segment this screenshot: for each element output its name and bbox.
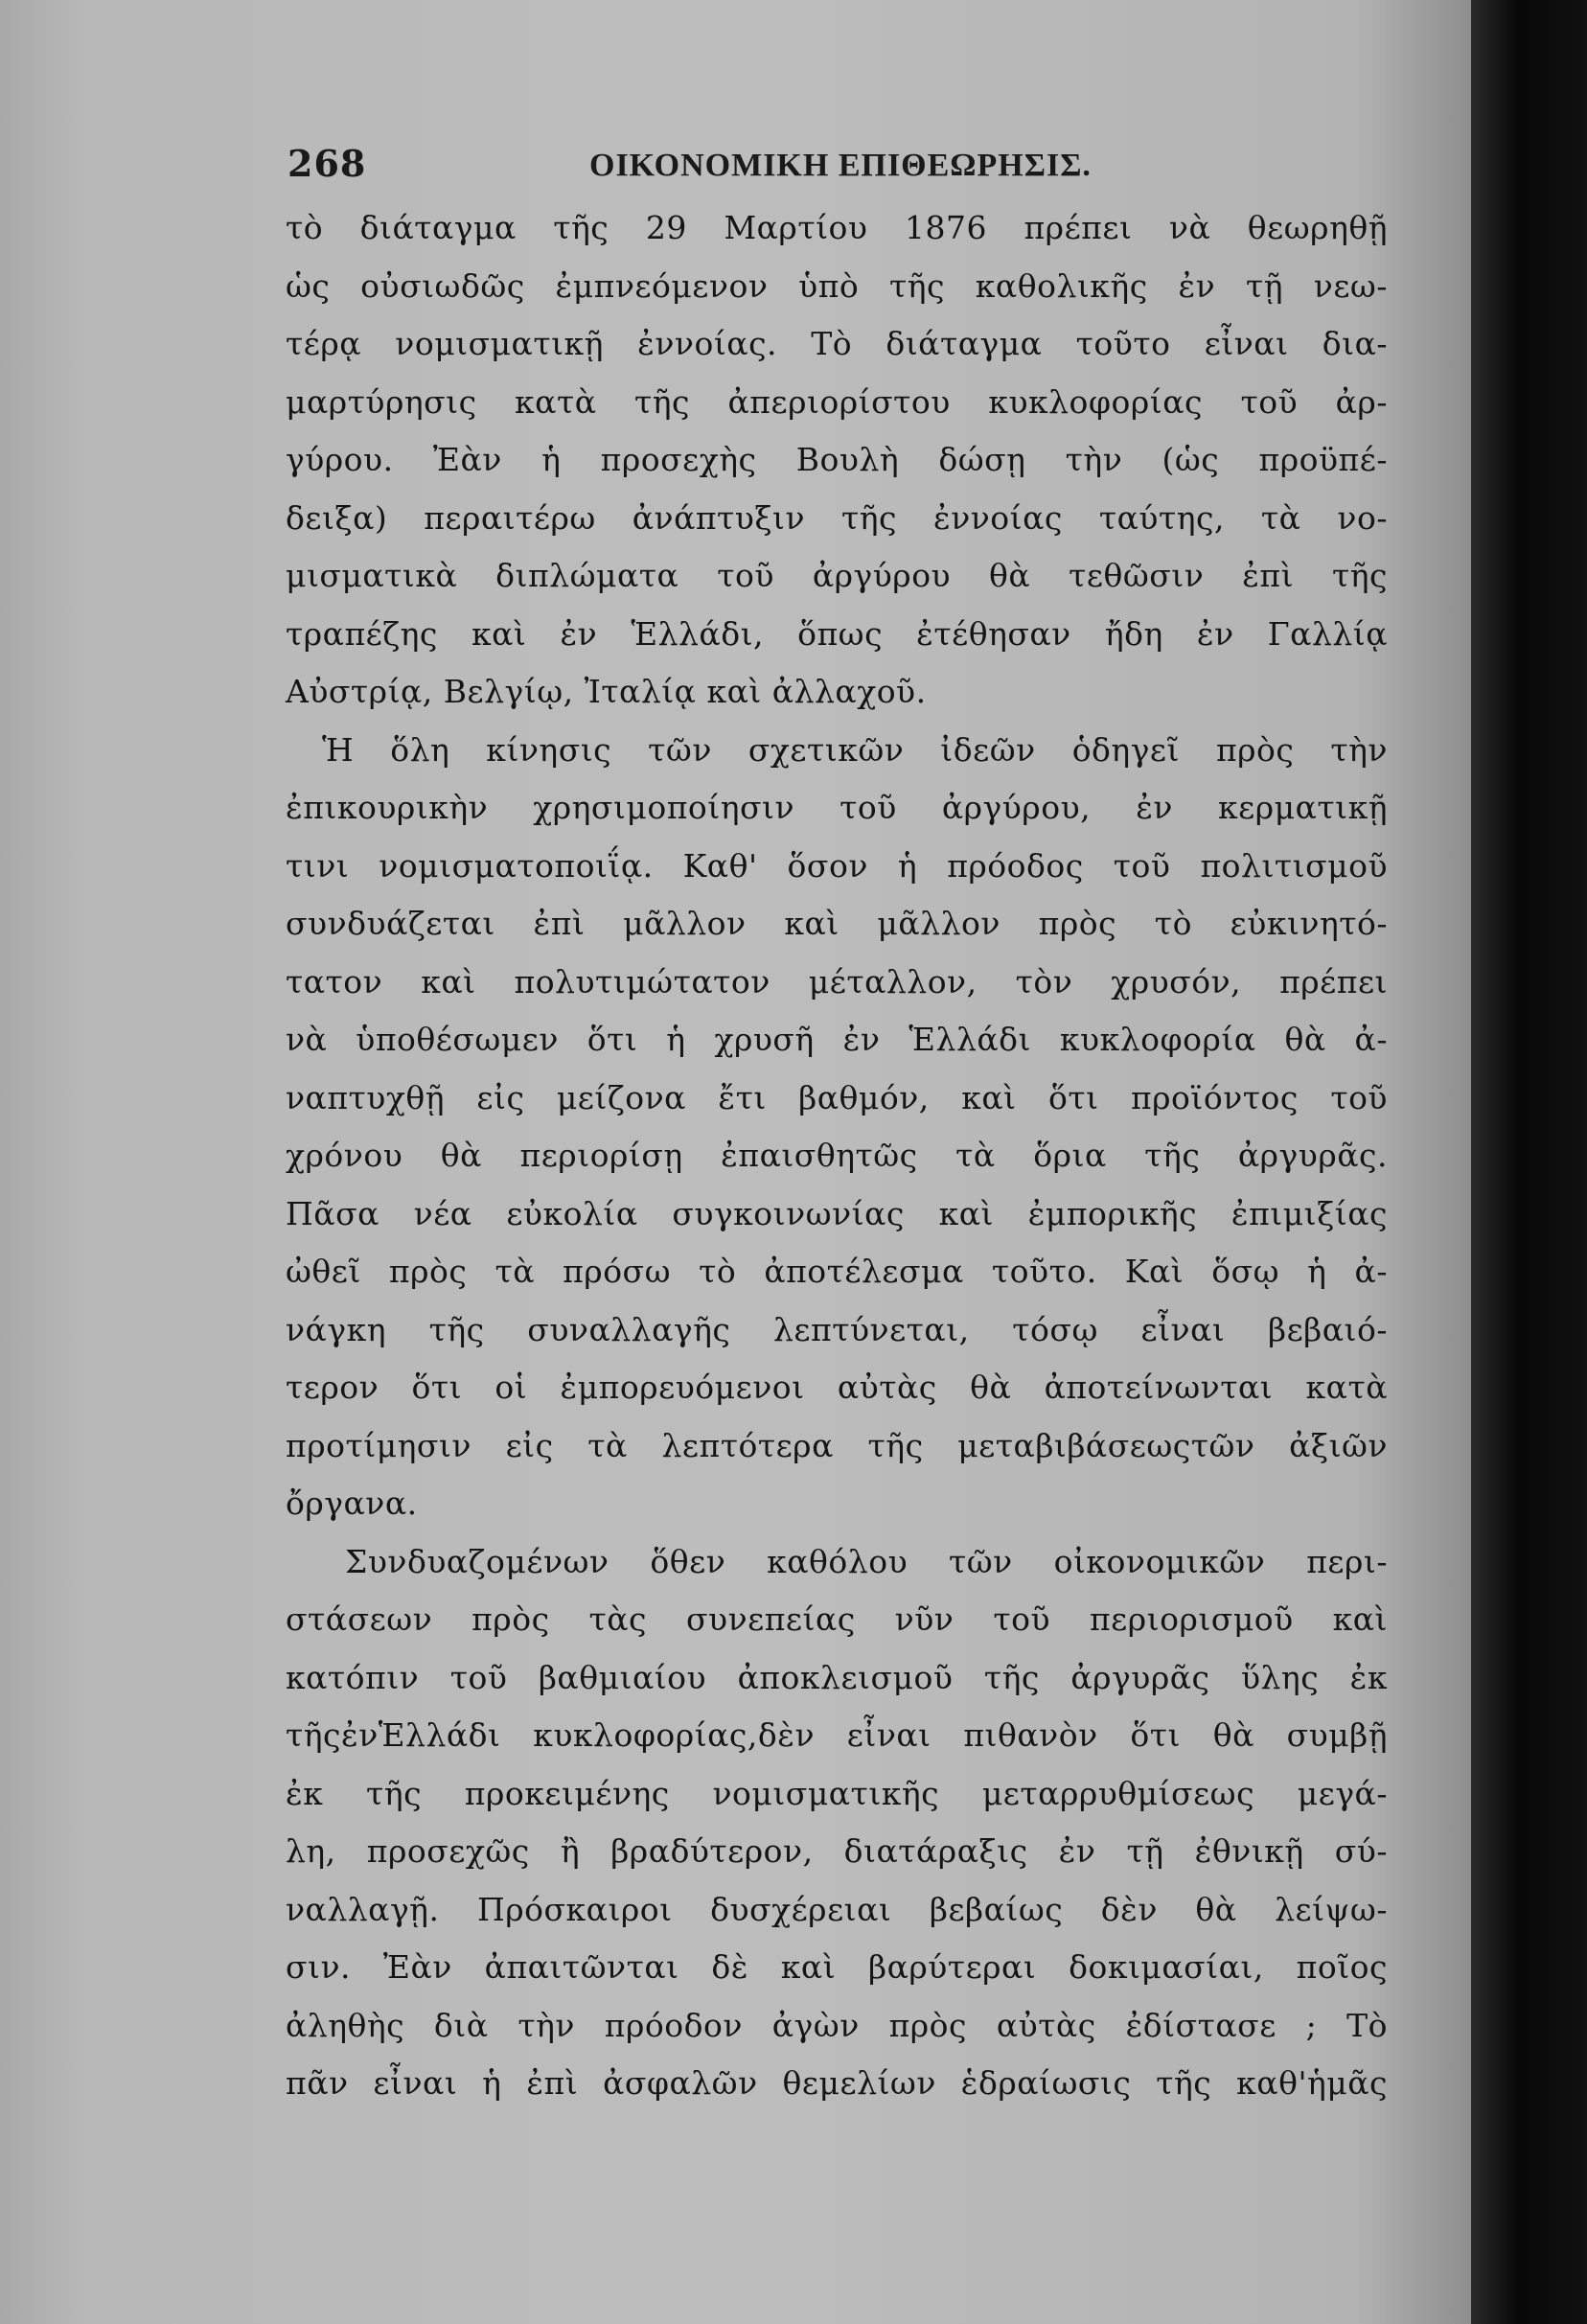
text-line: τῆςἐνἙλλάδι κυκλοφορίας,δὲν εἶναι πιθανὸν ὅτι θὰ συμβῇ [286,1716,1388,1754]
text-line: συνδυάζεται ἐπὶ μᾶλλον καὶ μᾶλλον πρὸς τὸ εὐκινητό- [286,905,1388,942]
body-text [286,199,1388,2113]
paragraph-3 [286,1533,1388,2113]
page-edge-shadow [1471,0,1587,2324]
text-line: Αὐστρίᾳ, Βελγίῳ, Ἰταλίᾳ καὶ ἀλλαχοῦ. [286,673,927,710]
paragraph-1 [286,199,1388,722]
text-line: λη, προσεχῶς ἢ βραδύτερον, διατάραξις ἐν τῇ ἐθνικῇ σύ- [286,1832,1388,1870]
text-line: ὠθεῖ πρὸς τὰ πρόσω τὸ ἀποτέλεσμα τοῦτο. Καὶ ὅσῳ ἡ ἀ- [286,1253,1388,1290]
text-line: Συνδυαζομένων ὅθεν καθόλου τῶν οἰκονομικῶν περι- [345,1542,1388,1580]
text-line: ἐκ τῆς προκειμένης νομισματικῆς μεταρρυθμίσεως μεγά- [286,1774,1388,1812]
text-line: δειξα) περαιτέρω ἀνάπτυξιν τῆς ἐννοίας ταύτης, τὰ νο- [286,498,1388,537]
text-line: μισματικὰ διπλώματα τοῦ ἀργύρου θὰ τεθῶσιν ἐπὶ τῆς [286,557,1388,594]
text-line: ὡς οὐσιωδῶς ἐμπνεόμενον ὑπὸ τῆς καθολικῆς ἐν τῇ νεω- [286,266,1388,305]
text-line: ναπτυχθῇ εἰς μείζονα ἔτι βαθμόν, καὶ ὅτι προϊόντος τοῦ [286,1078,1388,1116]
paragraph-2 [286,722,1388,1533]
text-line: προτίμησιν εἰς τὰ λεπτότερα τῆς μεταβιβάσεωςτῶν ἀξιῶν [286,1426,1388,1464]
text-line: μαρτύρησις κατὰ τῆς ἀπεριορίστου κυκλοφορίας τοῦ ἀρ- [286,382,1388,421]
text-line: στάσεων πρὸς τὰς συνεπείας νῦν τοῦ περιορισμοῦ καὶ [286,1600,1388,1638]
text-line: σιν. Ἐὰν ἀπαιτῶνται δὲ καὶ βαρύτεραι δοκιμασίαι, ποῖος [286,1948,1388,1986]
page-header [288,142,1399,199]
text-line: χρόνου θὰ περιορίσῃ ἐπαισθητῶς τὰ ὅρια τῆς ἀργυρᾶς. [286,1137,1388,1174]
text-line: νὰ ὑποθέσωμεν ὅτι ἡ χρυσῆ ἐν Ἑλλάδι κυκλοφορία θὰ ἀ- [286,1021,1388,1058]
text-line: τινι νομισματοποιΐᾳ. Καθ' ὅσον ἡ πρόοδος τοῦ πολιτισμοῦ [286,846,1388,885]
text-line: τραπέζης καὶ ἐν Ἑλλάδι, ὅπως ἐτέθησαν ἤδη ἐν Γαλλίᾳ [286,614,1388,653]
text-line: ἐπικουρικὴν χρησιμοποίησιν τοῦ ἀργύρου, ἐν κερματικῇ [286,789,1388,826]
text-line: γύρου. Ἐὰν ἡ προσεχὴς Βουλὴ δώσῃ τὴν (ὡς προϋπέ- [286,441,1388,478]
text-line: Ἡ ὅλη κίνησις τῶν σχετικῶν ἰδεῶν ὁδηγεῖ πρὸς τὴν [322,730,1388,769]
text-line: ναλλαγῇ. Πρόσκαιροι δυσχέρειαι βεβαίως δὲν θὰ λείψω- [286,1890,1388,1928]
running-head: ΟΙΚΟΝΟΜΙΚΗ ΕΠΙΘΕΩΡΗΣΙΣ. [589,148,1092,183]
text-line: τέρᾳ νομισματικῇ ἐννοίας. Τὸ διάταγμα τοῦτο εἶναι δια- [286,325,1388,362]
text-line: ἀληθὴς διὰ τὴν πρόοδον ἀγὼν πρὸς αὐτὰς ἐδίστασε ; Τὸ [286,2006,1388,2044]
text-line: κατόπιν τοῦ βαθμιαίου ἀποκλεισμοῦ τῆς ἀργυρᾶς ὕλης ἐκ [286,1658,1388,1696]
text-line: τὸ διάταγμα τῆς 29 Μαρτίου 1876 πρέπει νὰ θεωρηθῇ [286,209,1388,246]
page-number: 268 [288,142,367,185]
text-line: νάγκη τῆς συναλλαγῆς λεπτύνεται, τόσῳ εἶναι βεβαιό- [286,1310,1388,1348]
text-line: τατον καὶ πολυτιμώτατον μέταλλον, τὸν χρυσόν, πρέπει [286,962,1388,1001]
text-line: ὄργανα. [286,1484,418,1522]
text-line: τερον ὅτι οἱ ἐμπορευόμενοι αὐτὰς θὰ ἀποτείνωνται κατὰ [286,1369,1388,1406]
text-line: Πᾶσα νέα εὐκολία συγκοινωνίας καὶ ἐμπορικῆς ἐπιμιξίας [286,1194,1388,1232]
text-line: πᾶν εἶναι ἡ ἐπὶ ἀσφαλῶν θεμελίων ἑδραίωσις τῆς καθ'ἡμᾶς [286,2064,1388,2102]
